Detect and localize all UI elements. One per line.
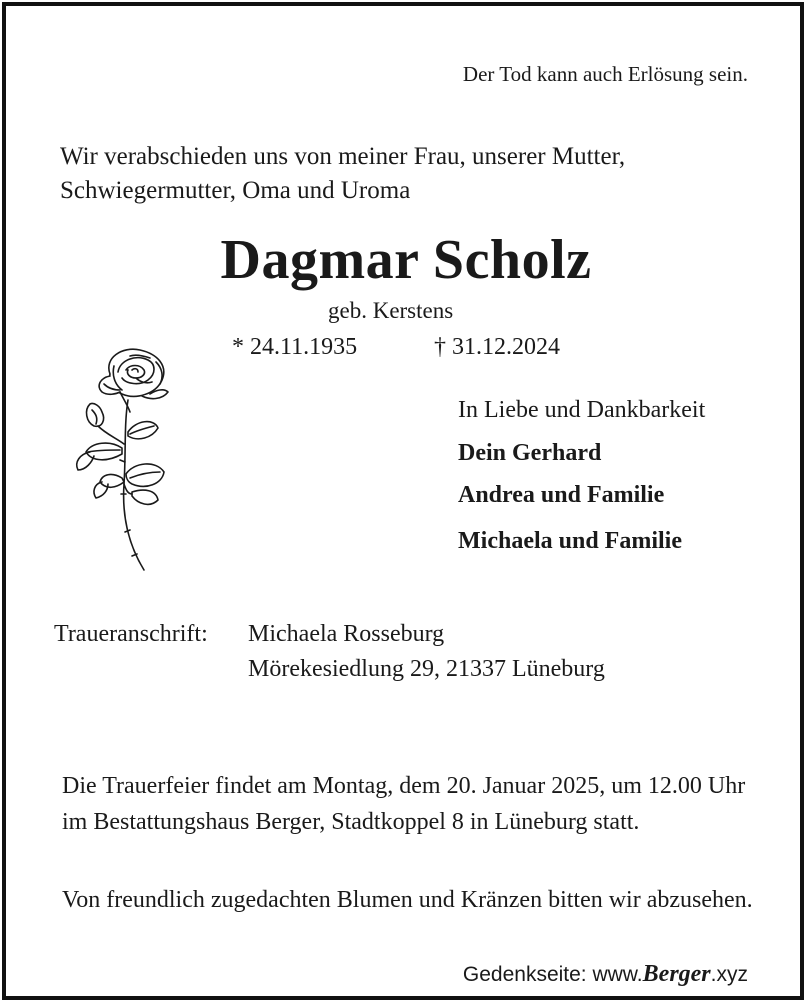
intro-text xyxy=(60,140,625,208)
website-suffix: .xyz xyxy=(710,963,748,986)
address-label: Traueranschrift: xyxy=(54,621,208,647)
intro-line-1: Wir verabschieden uns von meiner Frau, unserer Mutter, xyxy=(60,143,626,170)
death-date: † 31.12.2024 xyxy=(434,334,560,360)
ceremony-info: Die Trauerfeier findet am Montag, dem 20. Januar 2025, um 12.00 Uhr im Bestattungshaus Berger, Stadtkoppel 8 in Lüneburg statt. xyxy=(62,773,746,835)
motto-text: Der Tod kann auch Erlösung sein. xyxy=(462,62,748,86)
rose-illustration-icon xyxy=(70,344,180,576)
mourner-name: Michaela und Familie xyxy=(458,528,682,554)
closing-phrase: In Liebe und Dankbarkeit xyxy=(458,397,706,423)
address-name: Michaela Rosseburg xyxy=(248,621,445,647)
deceased-name: Dagmar Scholz xyxy=(220,229,592,291)
mourner-name: Andrea und Familie xyxy=(458,482,665,508)
flowers-note: Von freundlich zugedachten Blumen und Kränzen bitten wir abzusehen. xyxy=(62,887,753,913)
birth-date: * 24.11.1935 xyxy=(232,334,358,360)
obituary-notice xyxy=(2,2,804,1000)
address-street: Mörekesiedlung 29, 21337 Lüneburg xyxy=(248,656,605,682)
mourner-name: Dein Gerhard xyxy=(458,440,602,466)
website-brand: Berger xyxy=(642,961,711,987)
intro-line-2: Schwiegermutter, Oma und Uroma xyxy=(60,177,411,204)
website-prefix: Gedenkseite: www. xyxy=(462,963,643,986)
memorial-website-link[interactable] xyxy=(463,961,748,988)
maiden-name: geb. Kerstens xyxy=(328,298,454,323)
